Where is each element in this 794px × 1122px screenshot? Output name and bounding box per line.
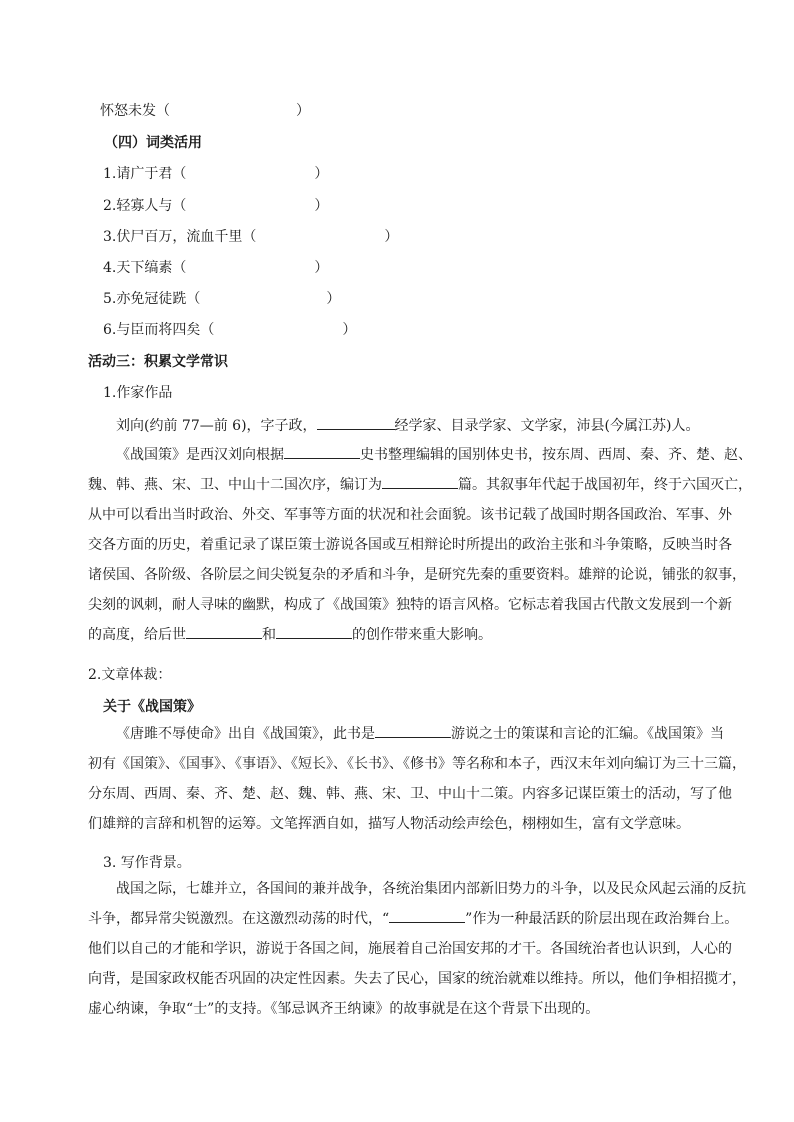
author-text: 刘向(约前 77—前 6)，字子政， [116,418,317,434]
item-close: ） [314,198,329,214]
item-text: 5.亦免冠徒跣（ [103,291,201,307]
about-heading: 关于《战国策》 [103,699,201,715]
author-text: 经学家、目录学家、文学家，沛县(今属江苏)人。 [394,418,700,434]
para-line: 初有《国策》、《国事》、《事语》、《短长》、《长书》、《修书》等名称和本子，西汉末年刘向编订为三十三篇， [88,756,746,772]
fill-blank[interactable] [284,444,360,459]
text-run: 的高度，给后世 [88,627,186,643]
item-text: 2.轻寡人与（ [103,198,187,214]
paragraph-about [88,719,746,839]
para-line [88,470,752,500]
fill-blank[interactable] [389,908,465,923]
para-line: 分东周、西周、秦、齐、楚、赵、魏、韩、燕、宋、卫、中山十二策。内容多记谋臣策士的活动，写了他 [88,786,732,802]
paragraph-background [88,874,746,1024]
text-run: ”作为一种最活跃的阶层出现在政治舞台上。 [465,911,739,927]
text-run: 游说之士的策谋和言论的汇编。《战国策》当 [451,726,724,742]
para-line: 交各方面的历史，着重记录了谋臣策士游说各国或互相辩论时所提出的政治主张和斗争策略，反映当时各 [88,537,732,553]
exercise-item [103,290,340,308]
para-line [88,440,752,470]
activity-heading: 活动三：积累文学常识 [88,354,228,370]
para-line [88,719,724,749]
text-run: 《唐雎不辱使命》出自《战国策》，此书是 [116,726,375,742]
fill-blank[interactable] [276,624,352,639]
para-line: 诸侯国、各阶级、各阶层之间尖锐复杂的矛盾和斗争，是研究先秦的重要资料。雄辩的论说，铺张的叙事， [88,567,746,583]
exercise-item [103,165,328,183]
text-run: 《战国策》是西汉刘向根据 [116,447,284,463]
exercise-item [103,321,356,339]
text-run: 史书整理编辑的国别体史书，按东周、西周、秦、齐、楚、赵、 [360,447,752,463]
item-close: ） [342,322,357,338]
subheading-works: 1.作家作品 [103,385,173,401]
text-run: 和 [262,627,276,643]
para-line: 尖刻的讽刺，耐人寻味的幽默，构成了《战国策》独特的语言风格。它标志着我国古代散文发展到一个新 [88,597,732,613]
item-close: ） [314,260,329,276]
item-text: 1.请广于君（ [103,166,187,182]
fill-blank[interactable] [317,415,395,430]
text-run: 篇。其叙事年代起于战国初年，终于六国灭亡， [458,477,752,493]
paragraph-zhanguoce [88,440,752,650]
para-line: 虚心纳谏，争取“士”的支持。《邹忌讽齐王纳谏》的故事就是在这个背景下出现的。 [88,1001,600,1017]
text-run: 斗争，都异常尖锐激烈。在这激烈动荡的时代，“ [88,911,390,927]
para-line: 向背，是国家政权能否巩固的决定性因素。失去了民心，国家的统治就难以维持。所以，他们争相招揽才， [88,971,746,987]
item-close: ） [384,229,399,245]
para-line: 战国之际，七雄并立，各国间的兼并战争，各统治集团内部新旧势力的斗争，以及民众风起云涌的反抗 [116,881,746,897]
exercise-item [103,228,398,246]
item-close: ） [326,291,341,307]
text-run: 魏、韩、燕、宋、卫、中山十二国次序，编订为 [88,477,382,493]
author-line [116,415,699,435]
para-line: 他们以自己的才能和学识，游说于各国之间，施展着自己治国安邦的才干。各国统治者也认识到，人心的 [88,941,732,957]
text-run: 的创作带来重大影响。 [352,627,492,643]
subheading-genre: 2.文章体裁： [88,667,172,683]
exercise-item [103,259,328,277]
exercise-item [100,102,310,120]
section-heading: （四）词类活用 [104,135,202,151]
item-text: 怀怒未发（ [100,103,170,119]
para-line [88,904,739,934]
subheading-background: 3. 写作背景。 [103,855,191,871]
para-line: 从中可以看出当时政治、外交、军事等方面的状况和社会面貌。该书记载了战国时期各国政治、军事、外 [88,507,732,523]
exercise-item [103,197,328,215]
fill-blank[interactable] [186,624,262,639]
item-close: ） [314,166,329,182]
item-text: 6.与臣而将四矣（ [103,322,215,338]
para-line: 们雄辩的言辞和机智的运筹。文笔挥洒自如，描写人物活动绘声绘色，栩栩如生，富有文学意味。 [88,816,690,832]
para-line [88,620,718,650]
item-text: 3.伏尸百万，流血千里（ [103,229,257,245]
item-close: ） [296,103,310,119]
item-text: 4.天下缟素（ [103,260,187,276]
fill-blank[interactable] [382,474,458,489]
fill-blank[interactable] [375,723,451,738]
